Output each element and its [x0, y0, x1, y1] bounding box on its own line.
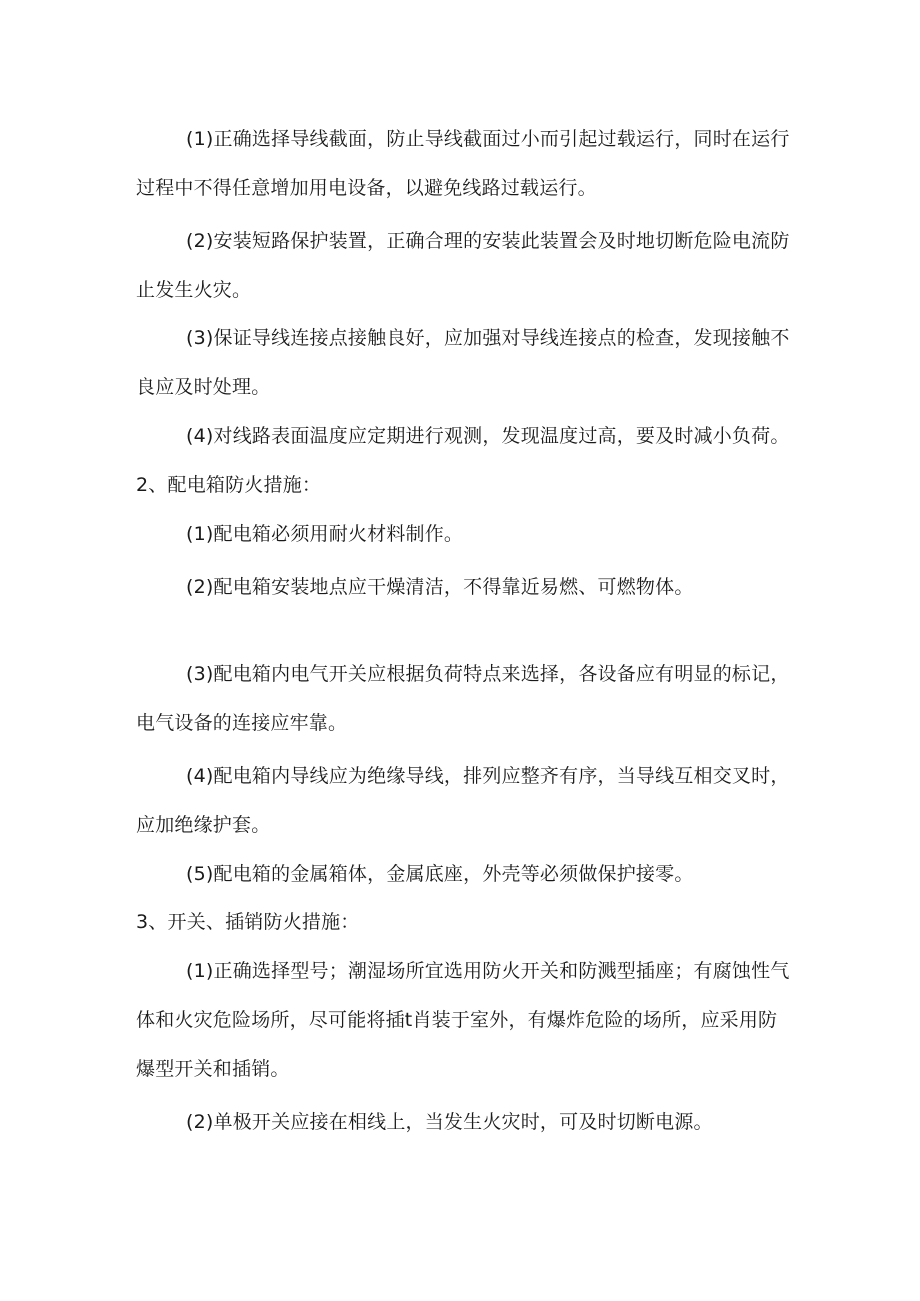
paragraph-box-location: (2)配电箱安装地点应干燥清洁，不得靠近易燃、可燃物体。 — [186, 576, 694, 598]
paragraph-box-wiring: (4)配电箱内导线应为绝缘导线，排列应整齐有序，当导线互相交叉时，应加绝缘护套。 — [136, 765, 790, 836]
paragraph-single-pole-switch: (2)单极开关应接在相线上，当发生火灾时，可及时切断电源。 — [186, 1111, 713, 1133]
paragraph-box-switches: (3)配电箱内电气开关应根据负荷特点来选择，各设备应有明显的标记，电气设备的连接应牢靠。 — [136, 663, 790, 734]
heading-distribution-box: 2、配电箱防火措施： — [136, 474, 322, 496]
heading-switches-plugs: 3、开关、插销防火措施： — [136, 911, 360, 933]
paragraph-box-grounding: (5)配电箱的金属箱体，金属底座，外壳等必须做保护接零。 — [186, 863, 694, 885]
paragraph-box-material: (1)配电箱必须用耐火材料制作。 — [186, 523, 464, 545]
paragraph-switch-model: (1)正确选择型号；潮湿场所宜选用防火开关和防溅型插座；有腐蚀性气体和火灾危险场所，尽可能将插t肖装于室外，有爆炸危险的场所，应采用防爆型开关和插销。 — [136, 960, 790, 1080]
paragraph-surface-temperature: (4)对线路表面温度应定期进行观测，发现温度过高，要及时减小负荷。 — [186, 425, 790, 447]
paragraph-wire-cross-section: (1)正确选择导线截面，防止导线截面过小而引起过载运行，同时在运行过程中不得任意增加用电设备，以避免线路过载运行。 — [136, 128, 790, 199]
paragraph-wire-connection: (3)保证导线连接点接触良好，应加强对导线连接点的检查，发现接触不良应及时处理。 — [136, 327, 790, 398]
paragraph-short-circuit-protection: (2)安装短路保护装置，正确合理的安装此装置会及时地切断危险电流防止发生火灾。 — [136, 230, 790, 301]
